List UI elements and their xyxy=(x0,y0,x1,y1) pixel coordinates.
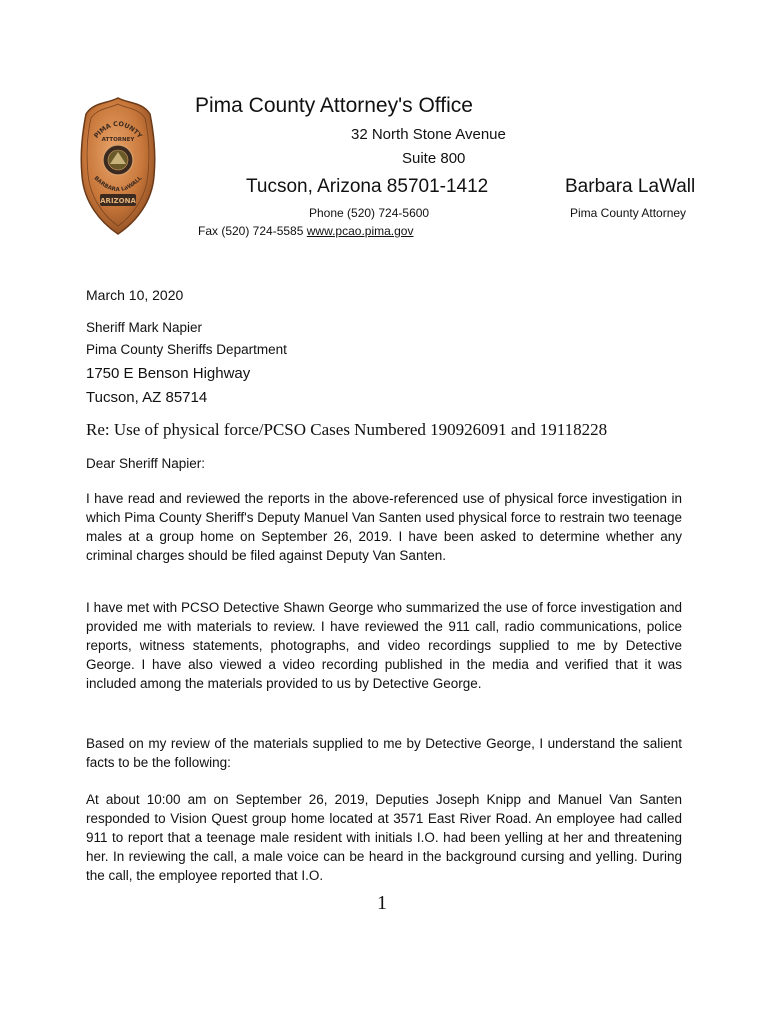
address-line-2: Suite 800 xyxy=(402,150,466,167)
badge-logo-icon xyxy=(80,94,156,236)
page-number: 1 xyxy=(377,892,387,914)
office-name: Pima County Attorney's Office xyxy=(195,94,473,117)
svg-text:BARBARA LaWALL: BARBARA LaWALL xyxy=(92,175,144,194)
body-paragraph-4: At about 10:00 am on September 26, 2019, Deputies Joseph Knipp and Manuel Van Santen responded to Vision Quest group home located at 3571 East River Road. An employee had called 911 to report that a teenage male resident with initials I.O. had been yelling at her and threatening her. In reviewing the call, a male voice can be heard in the background cursing and yelling. During the call, the employee reported that I.O. xyxy=(86,792,682,883)
body-paragraph-3: Based on my review of the materials supplied to me by Detective George, I understand the salient facts to be the following: xyxy=(86,736,682,770)
salutation: Dear Sheriff Napier: xyxy=(86,456,206,471)
city-state-zip: Tucson, Arizona 85701-1412 xyxy=(246,176,489,197)
recipient-department: Pima County Sheriffs Department xyxy=(86,342,287,357)
fax-and-website xyxy=(198,224,413,238)
svg-text:PIMA COUNTY: PIMA COUNTY xyxy=(92,119,144,140)
recipient-street: 1750 E Benson Highway xyxy=(86,365,251,382)
address-line-1: 32 North Stone Avenue xyxy=(351,126,506,143)
attorney-title: Pima County Attorney xyxy=(570,206,687,220)
fax-number: Fax (520) 724-5585 xyxy=(198,224,304,238)
recipient-name: Sheriff Mark Napier xyxy=(86,320,203,335)
recipient-city: Tucson, AZ 85714 xyxy=(86,389,208,406)
svg-text:ATTORNEY: ATTORNEY xyxy=(101,137,135,143)
phone-number: Phone (520) 724-5600 xyxy=(309,206,430,220)
website-link[interactable]: www.pcao.pima.gov xyxy=(306,224,414,238)
letter-date: March 10, 2020 xyxy=(86,287,184,303)
svg-text:ARIZONA: ARIZONA xyxy=(100,197,136,205)
body-paragraph-1: I have read and reviewed the reports in the above-referenced use of physical force investigation in which Pima County Sheriff's Deputy Manuel Van Santen used physical force to restrain two teenage males at a group home on September 26, 2019. I have been asked to determine whether any criminal charges should be filed against Deputy Van Santen. xyxy=(86,491,682,563)
body-paragraph-2: I have met with PCSO Detective Shawn George who summarized the use of force investigation and provided me with materials to review. I have reviewed the 911 call, radio communications, police reports, witness statements, photographs, and video recordings supplied to me by Detective George. I have also viewed a video recording published in the media and verified that it was included among the materials provided to us by Detective George. xyxy=(86,600,682,691)
subject-line: Re: Use of physical force/PCSO Cases Numbered 190926091 and 19118228 xyxy=(86,420,608,439)
attorney-name: Barbara LaWall xyxy=(565,176,696,197)
